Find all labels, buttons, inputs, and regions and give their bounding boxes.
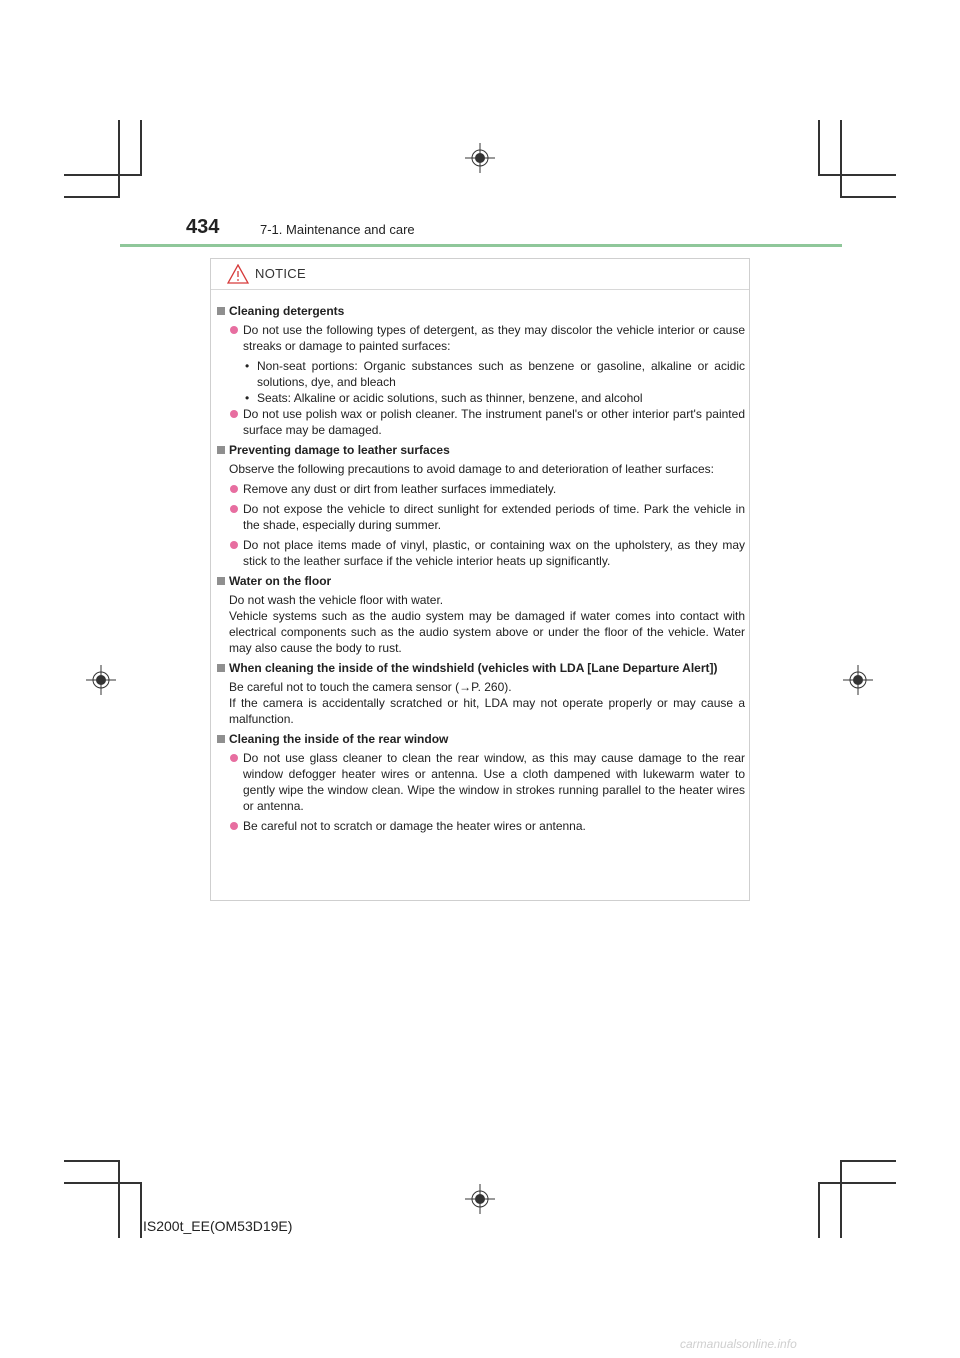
section-heading: Cleaning the inside of the rear window [217,731,745,747]
paragraph: Do not wash the vehicle floor with water. [229,593,444,607]
registration-mark-icon [465,1184,495,1214]
watermark: carmanualsonline.info [680,1337,797,1351]
paragraph: Be careful not to touch the camera sensor (→P. 260). [229,680,512,694]
section-heading: Water on the floor [217,573,745,589]
list-item: Do not expose the vehicle to direct sunlight for extended periods of time. Park the vehicle in the shade, especially during summer. [217,501,745,533]
section-heading: Preventing damage to leather surfaces [217,442,745,458]
notice-header [211,259,749,290]
list-item: Do not use polish wax or polish cleaner. The instrument panel's or other interior part's painted surface may be damaged. [217,406,745,438]
list-item: Do not use the following types of detergent, as they may discolor the vehicle interior or cause streaks or damage to painted surfaces: [217,322,745,354]
notice-title: NOTICE [255,266,306,281]
section-heading: When cleaning the inside of the windshield (vehicles with LDA [Lane Departure Alert]) [217,660,745,676]
header-divider [120,244,842,247]
paragraph: Observe the following precautions to avoid damage to and deterioration of leather surfaces: [229,462,714,476]
list-item: Do not place items made of vinyl, plastic, or containing wax on the upholstery, as they may stick to the leather surface if the vehicle interior heats up significantly. [217,537,745,569]
notice-body [217,299,745,838]
warning-triangle-icon [227,264,249,284]
registration-mark-icon [843,665,873,695]
page-number: 434 [186,216,220,238]
list-item: Do not use glass cleaner to clean the rear window, as this may cause damage to the rear window defogger heater wires or antenna. Use a cloth dampened with lukewarm water to gently wipe the window clean. Wipe the window in strokes running parallel to the heater wires or antenna. [217,750,745,814]
section-heading: Cleaning detergents [217,303,745,319]
notice-box [210,258,750,901]
sub-list-item: • Non-seat portions: Organic substances such as benzene or gasoline, alkaline or acidic solutions, dye, and bleach [217,358,745,390]
model-code: IS200t_EE(OM53D19E) [143,1218,293,1234]
section-title: 7-1. Maintenance and care [260,222,415,237]
paragraph: Vehicle systems such as the audio system may be damaged if water comes into contact with electrical components such as the audio system above or under the floor of the vehicle. Water may also cause the body to rust. [229,609,745,655]
registration-mark-icon [86,665,116,695]
paragraph: If the camera is accidentally scratched or hit, LDA may not operate properly or may cause a malfunction. [229,696,745,726]
registration-mark-icon [465,143,495,173]
sub-list-item: • Seats: Alkaline or acidic solutions, such as thinner, benzene, and alcohol [217,390,745,406]
list-item: Be careful not to scratch or damage the heater wires or antenna. [217,818,745,834]
list-item: Remove any dust or dirt from leather surfaces immediately. [217,481,745,497]
